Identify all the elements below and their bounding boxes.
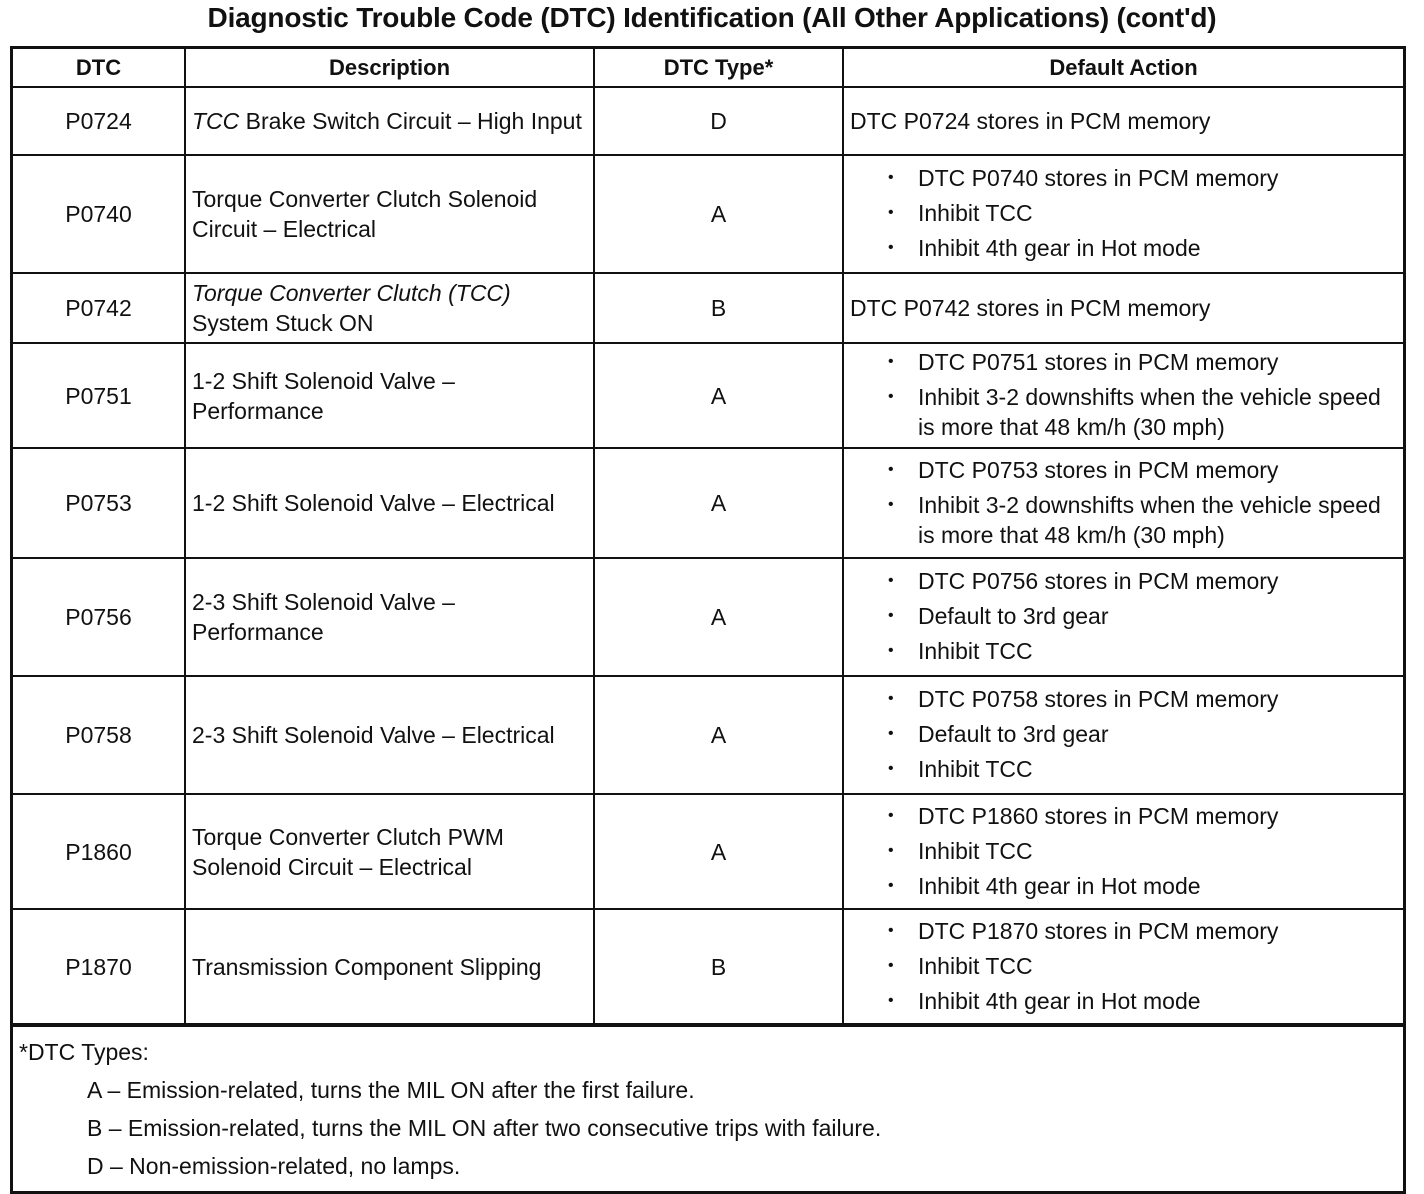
default-action-cell xyxy=(843,909,1403,1024)
table-row xyxy=(13,273,1403,343)
description-text: System Stuck ON xyxy=(192,310,374,336)
action-list-item: • Inhibit TCC xyxy=(850,754,1397,784)
description-text: 1-2 Shift Solenoid Valve – Performance xyxy=(192,367,455,424)
description-cell xyxy=(185,794,594,909)
description-cell xyxy=(185,343,594,448)
footnote-line: A – Emission-related, turns the MIL ON after the first failure. xyxy=(87,1077,695,1103)
description-text: Brake Switch Circuit – High Input xyxy=(239,108,582,134)
table-row xyxy=(13,155,1403,273)
action-list xyxy=(850,163,1397,263)
action-text: DTC P0724 stores in PCM memory xyxy=(850,108,1211,134)
dtc-code-cell: P0756 xyxy=(13,558,185,676)
action-list xyxy=(850,801,1397,901)
default-action-cell xyxy=(843,273,1403,343)
dtc-table-frame xyxy=(10,46,1406,1194)
description-italic-text: TCC xyxy=(192,108,240,134)
dtc-type-cell: A xyxy=(594,558,843,676)
description-cell xyxy=(185,155,594,273)
description-italic-text: Torque Converter Clutch (TCC) xyxy=(192,280,511,306)
header-dtc-type: DTC Type* xyxy=(594,49,843,87)
description-text: Torque Converter Clutch PWM Solenoid Circuit – Electrical xyxy=(192,823,504,880)
action-list-item: • Default to 3rd gear xyxy=(850,719,1397,749)
dtc-type-cell: A xyxy=(594,155,843,273)
header-dtc: DTC xyxy=(13,49,185,87)
default-action-cell xyxy=(843,448,1403,558)
dtc-table xyxy=(13,49,1403,1025)
action-list-item: • DTC P0756 stores in PCM memory xyxy=(850,566,1397,596)
default-action-cell xyxy=(843,343,1403,448)
action-list-item: • DTC P0740 stores in PCM memory xyxy=(850,163,1397,193)
description-cell xyxy=(185,273,594,343)
table-body xyxy=(13,87,1403,1024)
table-header-row xyxy=(13,49,1403,87)
dtc-type-cell: A xyxy=(594,343,843,448)
action-text: DTC P0742 stores in PCM memory xyxy=(850,295,1211,321)
action-list-item: • DTC P0758 stores in PCM memory xyxy=(850,684,1397,714)
page-title: Diagnostic Trouble Code (DTC) Identification (All Other Applications) (cont'd) xyxy=(207,2,1217,33)
table-row xyxy=(13,794,1403,909)
table-row xyxy=(13,676,1403,794)
footnote-heading: *DTC Types: xyxy=(19,1039,149,1065)
action-list-item: • Inhibit 4th gear in Hot mode xyxy=(850,986,1397,1016)
action-list-item: • Inhibit 3-2 downshifts when the vehicle speed is more that 48 km/h (30 mph) xyxy=(850,382,1397,442)
action-list-item: • Default to 3rd gear xyxy=(850,601,1397,631)
table-row xyxy=(13,343,1403,448)
dtc-code-cell: P0724 xyxy=(13,87,185,155)
action-list-item: • Inhibit 3-2 downshifts when the vehicle speed is more that 48 km/h (30 mph) xyxy=(850,490,1397,550)
dtc-type-cell: D xyxy=(594,87,843,155)
dtc-code-cell: P0740 xyxy=(13,155,185,273)
dtc-code-cell: P0742 xyxy=(13,273,185,343)
description-text: Transmission Component Slipping xyxy=(192,953,542,980)
header-description: Description xyxy=(185,49,594,87)
dtc-type-cell: B xyxy=(594,273,843,343)
dtc-code-cell: P0753 xyxy=(13,448,185,558)
table-row xyxy=(13,909,1403,1024)
description-text: 1-2 Shift Solenoid Valve – Electrical xyxy=(192,490,555,516)
action-list-item: • DTC P0753 stores in PCM memory xyxy=(850,455,1397,485)
description-cell xyxy=(185,909,594,1024)
description-cell xyxy=(185,676,594,794)
default-action-cell xyxy=(843,155,1403,273)
footnote xyxy=(13,1025,1403,1191)
dtc-code-cell: P0751 xyxy=(13,343,185,448)
dtc-type-cell: B xyxy=(594,909,843,1024)
action-list xyxy=(850,347,1397,442)
action-list-item: • Inhibit 4th gear in Hot mode xyxy=(850,233,1397,263)
action-list-item: • Inhibit TCC xyxy=(850,951,1397,981)
action-list-item: • Inhibit TCC xyxy=(850,836,1397,866)
dtc-type-cell: A xyxy=(594,794,843,909)
default-action-cell xyxy=(843,794,1403,909)
table-row xyxy=(13,87,1403,155)
dtc-code-cell: P1870 xyxy=(13,909,185,1024)
dtc-type-cell: A xyxy=(594,448,843,558)
action-list xyxy=(850,684,1397,784)
action-list xyxy=(850,916,1397,1016)
dtc-code-cell: P0758 xyxy=(13,676,185,794)
table-row xyxy=(13,558,1403,676)
description-cell xyxy=(185,87,594,155)
action-list-item: • Inhibit TCC xyxy=(850,636,1397,666)
default-action-cell xyxy=(843,87,1403,155)
action-list xyxy=(850,455,1397,550)
dtc-code-cell: P1860 xyxy=(13,794,185,909)
header-default-action: Default Action xyxy=(843,49,1403,87)
action-list xyxy=(850,566,1397,666)
description-text: 2-3 Shift Solenoid Valve – Electrical xyxy=(192,722,555,748)
footnote-line: D – Non-emission-related, no lamps. xyxy=(87,1153,461,1179)
description-cell xyxy=(185,448,594,558)
default-action-cell xyxy=(843,676,1403,794)
action-list-item: • DTC P1870 stores in PCM memory xyxy=(850,916,1397,946)
description-text: Torque Converter Clutch Solenoid Circuit – Electrical xyxy=(192,186,538,242)
dtc-type-cell: A xyxy=(594,676,843,794)
action-list-item: • Inhibit TCC xyxy=(850,198,1397,228)
action-list-item: • DTC P1860 stores in PCM memory xyxy=(850,801,1397,831)
action-list-item: • Inhibit 4th gear in Hot mode xyxy=(850,871,1397,901)
footnote-line: B – Emission-related, turns the MIL ON after two consecutive trips with failure. xyxy=(87,1115,882,1141)
default-action-cell xyxy=(843,558,1403,676)
action-list-item: • DTC P0751 stores in PCM memory xyxy=(850,347,1397,377)
description-cell xyxy=(185,558,594,676)
table-row xyxy=(13,448,1403,558)
description-text: 2-3 Shift Solenoid Valve – Performance xyxy=(192,589,455,645)
